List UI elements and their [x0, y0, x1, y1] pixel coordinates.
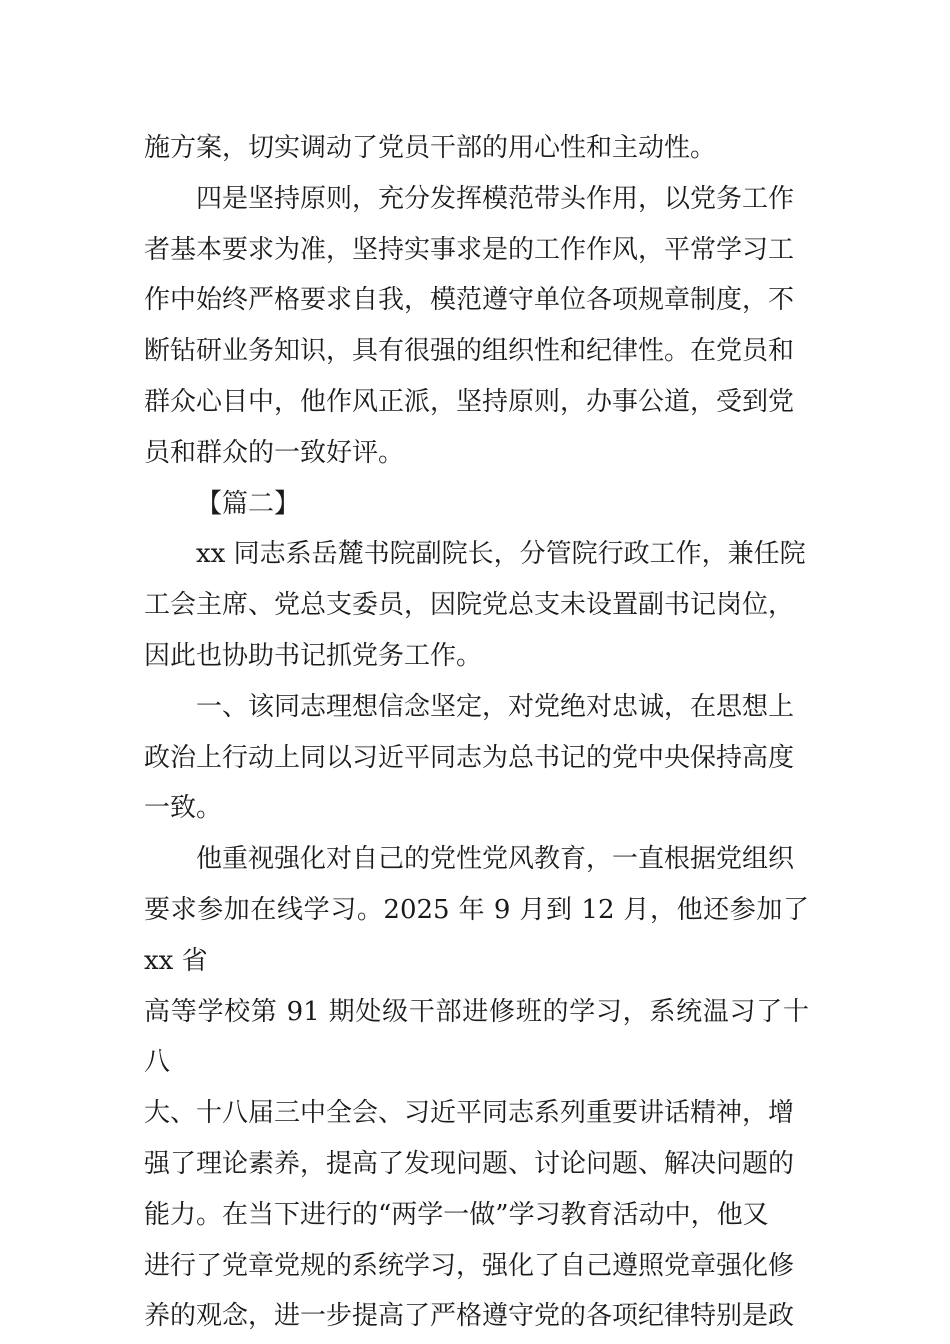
document-body: [144, 123, 809, 1342]
section-heading: 【篇二】: [196, 488, 301, 519]
paragraph-continuation: 施方案，切实调动了党员干部的用心性和主动性。: [144, 133, 717, 163]
paragraph-study: 他重视强化对自己的党性党风教育，一直根据党组织 要求参加在线学习。2025 年 9 月到 12 月，他还参加了 xx 省 高等学校第 91 期处级干部进修班的学习，系统温习了十八 大、十八届三中全会、习近平同志系列重要讲话精神，增 强了理论素养，提高了发现问题、讨论问题、解决问题的 能力。在当下进行的“两学一做”学习教育活动中，他又 进行了党章党规的系统学习，强化了自己遵照党章强化修 养的观念，进一步提高了严格遵守党的各项纪律特别是政: [144, 844, 809, 1332]
paragraph-intro: xx 同志系岳麓书院副院长，分管院行政工作，兼任院 工会主席、党总支委员，因院党总支未设置副书记岗位， 因此也协助书记抓党务工作。: [144, 539, 806, 671]
paragraph-point-one: 一、该同志理想信念坚定，对党绝对忠诚，在思想上 政治上行动上同以习近平同志为总书记的党中央保持高度 一致。: [144, 691, 795, 824]
paragraph-principle: 四是坚持原则，充分发挥模范带头作用，以党务工作 者基本要求为准，坚持实事求是的工作作风，平常学习工 作中始终严格要求自我，模范遵守单位各项规章制度，不 断钻研业务知识，具有很强的组织性和纪律性。在党员和 群众心目中，他作风正派，坚持原则，办事公道，受到党 员和群众的一致好评。: [144, 183, 795, 468]
